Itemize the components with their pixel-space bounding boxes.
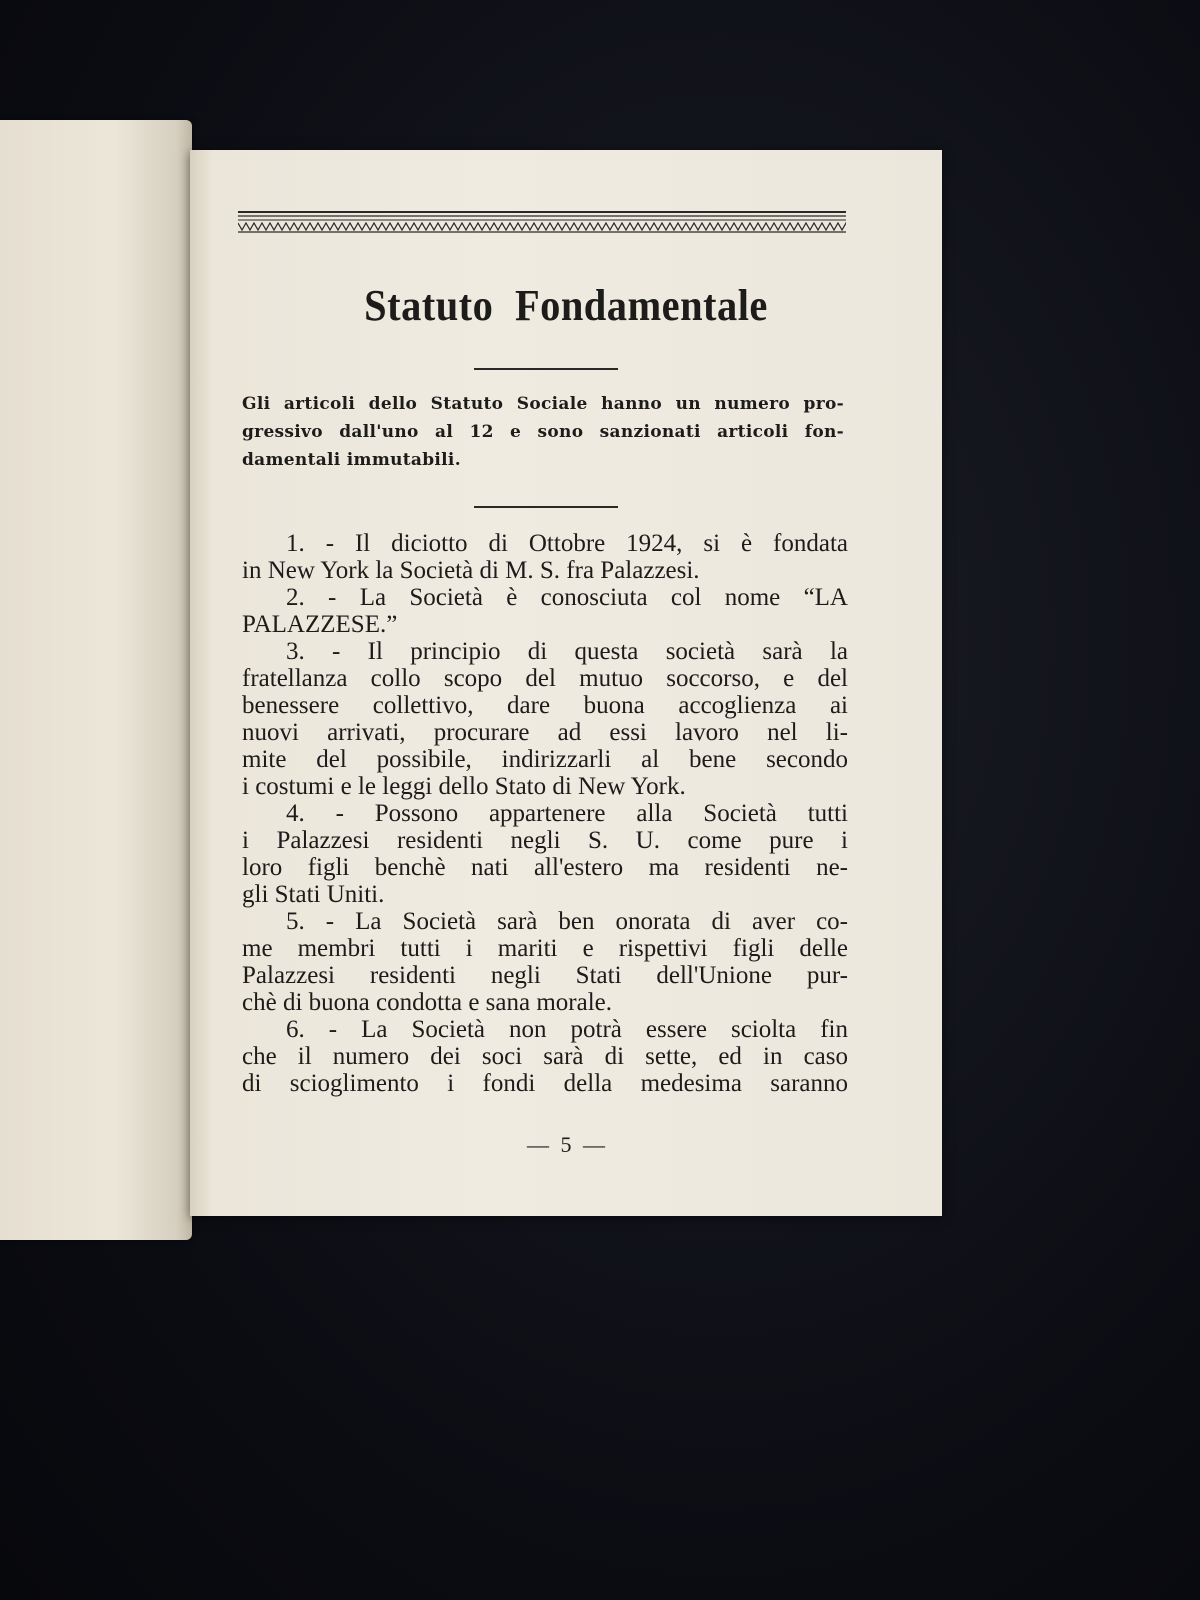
intro-line: damentali immutabili. bbox=[242, 450, 461, 470]
article-4-line: 4. - Possono appartenere alla Società tutti bbox=[286, 800, 848, 827]
article-1-line: 1. - Il diciotto di Ottobre 1924, si è fondata bbox=[286, 530, 848, 557]
intro-line: Gli articoli dello Statuto Sociale hanno un numero pro- bbox=[242, 394, 844, 414]
article-2-line: 2. - La Società è conosciuta col nome “LA bbox=[286, 584, 848, 611]
article-5-line: 5. - La Società sarà ben onorata di aver co- bbox=[286, 908, 848, 935]
title-divider bbox=[474, 368, 618, 370]
left-page bbox=[0, 120, 192, 1240]
page-number: — 5 — bbox=[527, 1132, 605, 1157]
article-4-line: gli Stati Uniti. bbox=[242, 881, 385, 908]
articles-text bbox=[242, 530, 848, 1097]
article-1-line: in New York la Società di M. S. fra Palazzesi. bbox=[242, 557, 700, 584]
article-3-line: mite del possibile, indirizzarli al bene secondo bbox=[242, 746, 848, 773]
article-3-line: 3. - Il principio di questa società sarà la bbox=[286, 638, 848, 665]
intro-divider bbox=[474, 506, 618, 508]
article-3-line: benessere collettivo, dare buona accoglienza ai bbox=[242, 692, 848, 719]
article-6-line: di scioglimento i fondi della medesima saranno bbox=[242, 1070, 848, 1097]
right-page bbox=[190, 150, 942, 1216]
ornamental-border bbox=[238, 210, 846, 236]
article-5-line: me membri tutti i mariti e rispettivi figli delle bbox=[242, 935, 848, 962]
article-5-line: Palazzesi residenti negli Stati dell'Unione pur- bbox=[242, 962, 848, 989]
article-4-line: loro figli benchè nati all'estero ma residenti ne- bbox=[242, 854, 848, 881]
article-4-line: i Palazzesi residenti negli S. U. come pure i bbox=[242, 827, 848, 854]
article-6-line: 6. - La Società non potrà essere sciolta fin bbox=[286, 1016, 848, 1043]
article-3-line: nuovi arrivati, procurare ad essi lavoro nel li- bbox=[242, 719, 848, 746]
article-5-line: chè di buona condotta e sana morale. bbox=[242, 989, 612, 1016]
article-3-line: fratellanza collo scopo del mutuo soccorso, e del bbox=[242, 665, 848, 692]
article-6-line: che il numero dei soci sarà di sette, ed in caso bbox=[242, 1043, 848, 1070]
intro-line: gressivo dall'uno al 12 e sono sanzionati articoli fon- bbox=[242, 422, 844, 442]
article-3-line: i costumi e le leggi dello Stato di New York. bbox=[242, 773, 686, 800]
intro-paragraph bbox=[242, 390, 844, 474]
article-2-line: PALAZZESE.” bbox=[242, 611, 398, 638]
page-title: Statuto Fondamentale bbox=[364, 281, 768, 330]
